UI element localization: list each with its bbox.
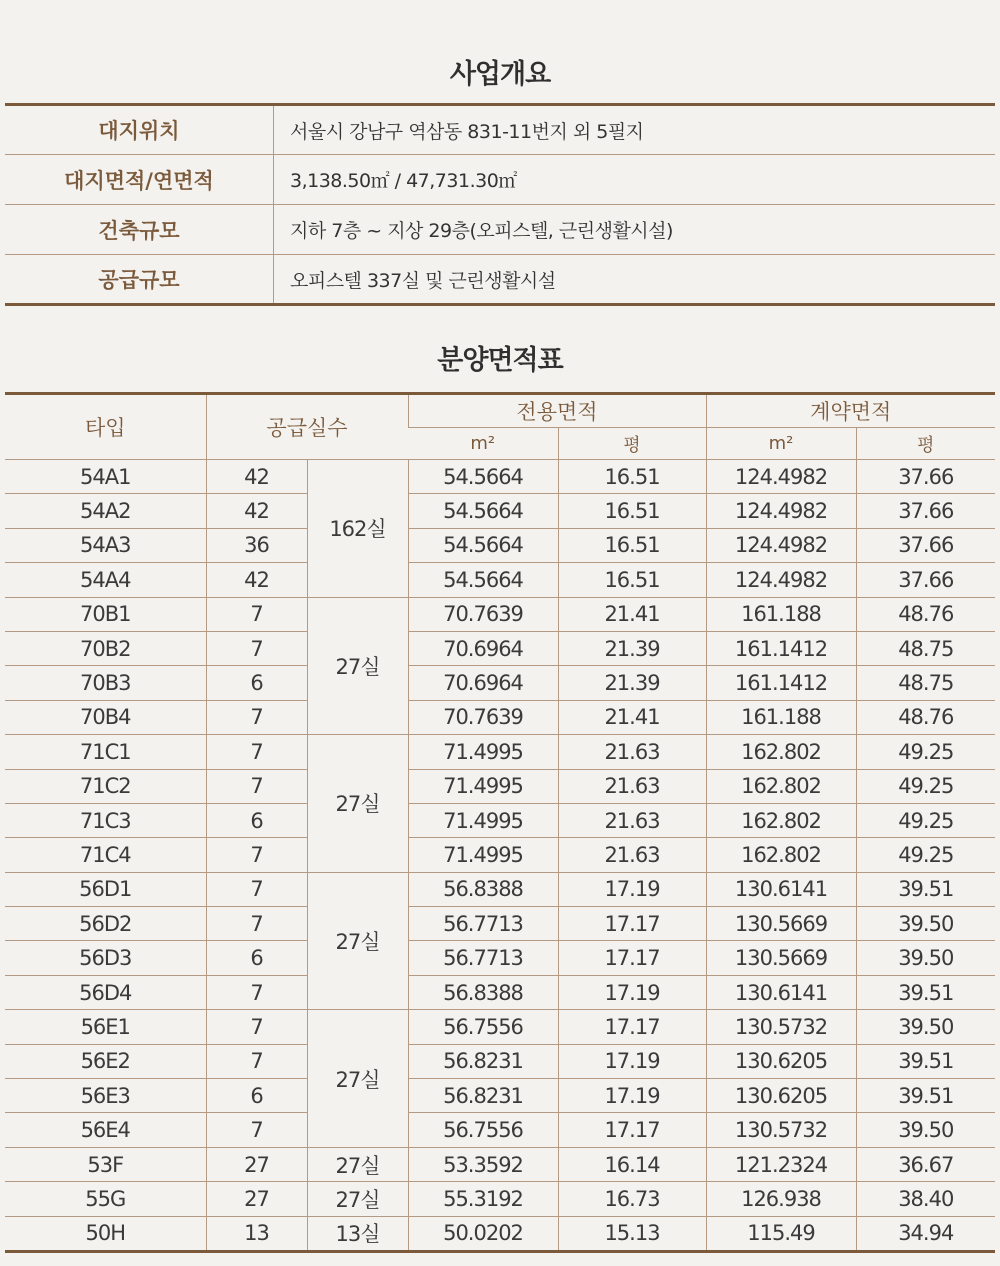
cell-exclusive-sqm: 56.7713 bbox=[408, 941, 558, 975]
header-exclusive: 전용면적 bbox=[408, 394, 706, 428]
cell-contract-sqm: 124.4982 bbox=[706, 494, 856, 528]
table-row bbox=[5, 563, 995, 597]
cell-count: 27 bbox=[206, 1182, 307, 1216]
table-row bbox=[5, 1182, 995, 1216]
cell-exclusive-pyeong: 17.19 bbox=[558, 1079, 706, 1113]
cell-exclusive-sqm: 70.6964 bbox=[408, 631, 558, 665]
cell-exclusive-sqm: 70.7639 bbox=[408, 700, 558, 734]
cell-contract-pyeong: 48.76 bbox=[856, 700, 995, 734]
cell-contract-sqm: 130.6205 bbox=[706, 1044, 856, 1078]
cell-contract-pyeong: 36.67 bbox=[856, 1147, 995, 1181]
cell-type: 56E2 bbox=[5, 1044, 206, 1078]
cell-exclusive-sqm: 50.0202 bbox=[408, 1216, 558, 1251]
cell-count: 6 bbox=[206, 666, 307, 700]
cell-exclusive-pyeong: 21.41 bbox=[558, 700, 706, 734]
cell-contract-sqm: 161.188 bbox=[706, 597, 856, 631]
cell-count: 7 bbox=[206, 1044, 307, 1078]
cell-exclusive-pyeong: 21.63 bbox=[558, 803, 706, 837]
cell-contract-pyeong: 37.66 bbox=[856, 528, 995, 562]
overview-row bbox=[5, 105, 995, 155]
cell-count: 7 bbox=[206, 907, 307, 941]
cell-type: 56E4 bbox=[5, 1113, 206, 1147]
cell-type: 54A2 bbox=[5, 494, 206, 528]
cell-contract-pyeong: 39.51 bbox=[856, 1079, 995, 1113]
table-row bbox=[5, 907, 995, 941]
cell-contract-sqm: 130.6141 bbox=[706, 975, 856, 1009]
cell-exclusive-pyeong: 16.14 bbox=[558, 1147, 706, 1181]
cell-exclusive-pyeong: 17.19 bbox=[558, 872, 706, 906]
cell-count: 7 bbox=[206, 769, 307, 803]
cell-contract-pyeong: 39.51 bbox=[856, 975, 995, 1009]
cell-count: 13 bbox=[206, 1216, 307, 1251]
header-contract: 계약면적 bbox=[706, 394, 995, 428]
cell-contract-sqm: 126.938 bbox=[706, 1182, 856, 1216]
cell-contract-sqm: 162.802 bbox=[706, 803, 856, 837]
cell-exclusive-pyeong: 15.13 bbox=[558, 1216, 706, 1251]
cell-count: 7 bbox=[206, 1010, 307, 1044]
cell-exclusive-sqm: 56.8231 bbox=[408, 1079, 558, 1113]
table-row bbox=[5, 666, 995, 700]
table-row bbox=[5, 700, 995, 734]
cell-contract-sqm: 121.2324 bbox=[706, 1147, 856, 1181]
header-supply: 공급실수 bbox=[206, 394, 408, 460]
cell-exclusive-sqm: 54.5664 bbox=[408, 528, 558, 562]
cell-count: 36 bbox=[206, 528, 307, 562]
header-ex-pyeong: 평 bbox=[558, 428, 706, 460]
table-row bbox=[5, 1079, 995, 1113]
cell-count: 6 bbox=[206, 803, 307, 837]
cell-group-total: 27실 bbox=[307, 1182, 408, 1216]
cell-contract-pyeong: 49.25 bbox=[856, 735, 995, 769]
cell-contract-sqm: 162.802 bbox=[706, 838, 856, 872]
table-row bbox=[5, 1147, 995, 1181]
cell-exclusive-sqm: 56.7556 bbox=[408, 1010, 558, 1044]
cell-exclusive-pyeong: 16.51 bbox=[558, 460, 706, 494]
cell-contract-pyeong: 39.50 bbox=[856, 1010, 995, 1044]
cell-type: 56E1 bbox=[5, 1010, 206, 1044]
cell-exclusive-pyeong: 17.17 bbox=[558, 1113, 706, 1147]
cell-count: 42 bbox=[206, 460, 307, 494]
cell-exclusive-sqm: 56.7713 bbox=[408, 907, 558, 941]
cell-contract-sqm: 130.5669 bbox=[706, 941, 856, 975]
cell-count: 7 bbox=[206, 735, 307, 769]
table-row bbox=[5, 803, 995, 837]
cell-contract-sqm: 161.1412 bbox=[706, 666, 856, 700]
cell-contract-sqm: 124.4982 bbox=[706, 528, 856, 562]
cell-exclusive-sqm: 56.7556 bbox=[408, 1113, 558, 1147]
cell-contract-pyeong: 39.51 bbox=[856, 872, 995, 906]
cell-contract-pyeong: 49.25 bbox=[856, 769, 995, 803]
cell-contract-sqm: 130.5732 bbox=[706, 1113, 856, 1147]
cell-group-total: 27실 bbox=[307, 597, 408, 735]
overview-row bbox=[5, 255, 995, 305]
cell-exclusive-sqm: 53.3592 bbox=[408, 1147, 558, 1181]
cell-group-total: 27실 bbox=[307, 1147, 408, 1181]
cell-contract-sqm: 161.1412 bbox=[706, 631, 856, 665]
cell-contract-pyeong: 37.66 bbox=[856, 563, 995, 597]
cell-type: 54A3 bbox=[5, 528, 206, 562]
cell-exclusive-pyeong: 16.51 bbox=[558, 494, 706, 528]
cell-count: 7 bbox=[206, 700, 307, 734]
overview-title: 사업개요 bbox=[449, 59, 551, 90]
area-table bbox=[5, 392, 995, 1253]
overview-value: 오피스텔 337실 및 근린생활시설 bbox=[274, 255, 996, 305]
cell-contract-pyeong: 39.50 bbox=[856, 1113, 995, 1147]
table-row bbox=[5, 460, 995, 494]
cell-count: 7 bbox=[206, 631, 307, 665]
header-ex-sqm: m² bbox=[408, 428, 558, 460]
cell-contract-pyeong: 37.66 bbox=[856, 494, 995, 528]
overview-label: 건축규모 bbox=[5, 205, 274, 255]
header-ct-sqm: m² bbox=[706, 428, 856, 460]
header-ct-pyeong: 평 bbox=[856, 428, 995, 460]
cell-exclusive-pyeong: 17.19 bbox=[558, 1044, 706, 1078]
cell-contract-pyeong: 49.25 bbox=[856, 803, 995, 837]
cell-exclusive-pyeong: 21.63 bbox=[558, 769, 706, 803]
cell-contract-pyeong: 38.40 bbox=[856, 1182, 995, 1216]
cell-type: 56D2 bbox=[5, 907, 206, 941]
cell-contract-sqm: 115.49 bbox=[706, 1216, 856, 1251]
cell-exclusive-pyeong: 16.51 bbox=[558, 528, 706, 562]
cell-count: 42 bbox=[206, 563, 307, 597]
cell-exclusive-pyeong: 17.19 bbox=[558, 975, 706, 1009]
cell-count: 7 bbox=[206, 872, 307, 906]
table-row bbox=[5, 494, 995, 528]
overview-value: 지하 7층 ~ 지상 29층(오피스텔, 근린생활시설) bbox=[274, 205, 996, 255]
cell-exclusive-sqm: 56.8231 bbox=[408, 1044, 558, 1078]
cell-type: 56D3 bbox=[5, 941, 206, 975]
cell-type: 71C3 bbox=[5, 803, 206, 837]
cell-contract-pyeong: 48.76 bbox=[856, 597, 995, 631]
table-row bbox=[5, 1010, 995, 1044]
cell-contract-pyeong: 39.50 bbox=[856, 907, 995, 941]
cell-exclusive-sqm: 54.5664 bbox=[408, 460, 558, 494]
cell-group-total: 27실 bbox=[307, 872, 408, 1010]
cell-type: 71C2 bbox=[5, 769, 206, 803]
cell-contract-sqm: 162.802 bbox=[706, 735, 856, 769]
cell-type: 70B1 bbox=[5, 597, 206, 631]
table-row bbox=[5, 769, 995, 803]
table-row bbox=[5, 735, 995, 769]
cell-count: 7 bbox=[206, 975, 307, 1009]
cell-type: 71C4 bbox=[5, 838, 206, 872]
cell-type: 56E3 bbox=[5, 1079, 206, 1113]
cell-type: 53F bbox=[5, 1147, 206, 1181]
cell-group-total: 27실 bbox=[307, 1010, 408, 1148]
cell-exclusive-sqm: 71.4995 bbox=[408, 769, 558, 803]
cell-contract-pyeong: 48.75 bbox=[856, 631, 995, 665]
table-row bbox=[5, 872, 995, 906]
cell-contract-sqm: 124.4982 bbox=[706, 563, 856, 597]
cell-count: 27 bbox=[206, 1147, 307, 1181]
cell-contract-sqm: 162.802 bbox=[706, 769, 856, 803]
cell-type: 54A1 bbox=[5, 460, 206, 494]
cell-type: 55G bbox=[5, 1182, 206, 1216]
cell-exclusive-pyeong: 21.41 bbox=[558, 597, 706, 631]
cell-exclusive-sqm: 55.3192 bbox=[408, 1182, 558, 1216]
cell-count: 7 bbox=[206, 1113, 307, 1147]
cell-exclusive-sqm: 71.4995 bbox=[408, 838, 558, 872]
overview-row bbox=[5, 155, 995, 205]
cell-type: 56D1 bbox=[5, 872, 206, 906]
table-row bbox=[5, 1113, 995, 1147]
cell-contract-sqm: 130.6205 bbox=[706, 1079, 856, 1113]
cell-exclusive-sqm: 54.5664 bbox=[408, 494, 558, 528]
overview-label: 대지위치 bbox=[5, 105, 274, 155]
cell-contract-pyeong: 39.51 bbox=[856, 1044, 995, 1078]
area-table-body bbox=[5, 460, 995, 1252]
cell-contract-sqm: 130.6141 bbox=[706, 872, 856, 906]
cell-exclusive-pyeong: 16.73 bbox=[558, 1182, 706, 1216]
cell-contract-sqm: 161.188 bbox=[706, 700, 856, 734]
cell-count: 42 bbox=[206, 494, 307, 528]
cell-group-total: 27실 bbox=[307, 735, 408, 873]
table-row bbox=[5, 975, 995, 1009]
cell-type: 70B3 bbox=[5, 666, 206, 700]
overview-table bbox=[5, 103, 995, 306]
cell-contract-pyeong: 49.25 bbox=[856, 838, 995, 872]
cell-contract-pyeong: 48.75 bbox=[856, 666, 995, 700]
table-row bbox=[5, 941, 995, 975]
cell-type: 50H bbox=[85, 1221, 125, 1246]
overview-label: 대지면적/연면적 bbox=[5, 155, 274, 205]
cell-count: 7 bbox=[206, 597, 307, 631]
table-row bbox=[5, 1216, 995, 1251]
cell-exclusive-sqm: 71.4995 bbox=[408, 735, 558, 769]
cell-group-total: 13실 bbox=[307, 1216, 408, 1251]
overview-row bbox=[5, 205, 995, 255]
cell-exclusive-pyeong: 21.63 bbox=[558, 735, 706, 769]
cell-exclusive-pyeong: 17.17 bbox=[558, 941, 706, 975]
cell-exclusive-sqm: 56.8388 bbox=[408, 872, 558, 906]
cell-type: 56D4 bbox=[5, 975, 206, 1009]
cell-contract-sqm: 130.5732 bbox=[706, 1010, 856, 1044]
table-row bbox=[5, 631, 995, 665]
cell-type: 71C1 bbox=[5, 735, 206, 769]
overview-value: 서울시 강남구 역삼동 831-11번지 외 5필지 bbox=[290, 120, 644, 143]
cell-count: 6 bbox=[206, 1079, 307, 1113]
table-row bbox=[5, 1044, 995, 1078]
table-row bbox=[5, 838, 995, 872]
cell-exclusive-sqm: 71.4995 bbox=[408, 803, 558, 837]
cell-exclusive-sqm: 70.7639 bbox=[408, 597, 558, 631]
overview-value: 3,138.50㎡ / 47,731.30㎡ bbox=[274, 155, 996, 205]
overview-label: 공급규모 bbox=[5, 255, 274, 305]
cell-count: 6 bbox=[206, 941, 307, 975]
cell-exclusive-pyeong: 21.39 bbox=[558, 666, 706, 700]
cell-exclusive-sqm: 54.5664 bbox=[408, 563, 558, 597]
cell-exclusive-sqm: 56.8388 bbox=[408, 975, 558, 1009]
table-row bbox=[5, 528, 995, 562]
cell-exclusive-pyeong: 17.17 bbox=[558, 1010, 706, 1044]
area-table-title: 분양면적표 bbox=[437, 345, 563, 376]
cell-contract-pyeong: 37.66 bbox=[856, 460, 995, 494]
cell-type: 70B2 bbox=[5, 631, 206, 665]
cell-exclusive-pyeong: 16.51 bbox=[558, 563, 706, 597]
cell-group-total: 162실 bbox=[307, 460, 408, 598]
cell-contract-pyeong: 39.50 bbox=[856, 941, 995, 975]
cell-type: 54A4 bbox=[5, 563, 206, 597]
cell-exclusive-sqm: 70.6964 bbox=[408, 666, 558, 700]
cell-count: 7 bbox=[206, 838, 307, 872]
table-row bbox=[5, 597, 995, 631]
cell-exclusive-pyeong: 21.63 bbox=[558, 838, 706, 872]
cell-type: 70B4 bbox=[5, 700, 206, 734]
cell-contract-sqm: 124.4982 bbox=[706, 460, 856, 494]
cell-exclusive-pyeong: 21.39 bbox=[558, 631, 706, 665]
header-type: 타입 bbox=[5, 394, 206, 460]
cell-exclusive-pyeong: 17.17 bbox=[558, 907, 706, 941]
cell-contract-sqm: 130.5669 bbox=[706, 907, 856, 941]
cell-contract-pyeong: 34.94 bbox=[856, 1216, 995, 1251]
